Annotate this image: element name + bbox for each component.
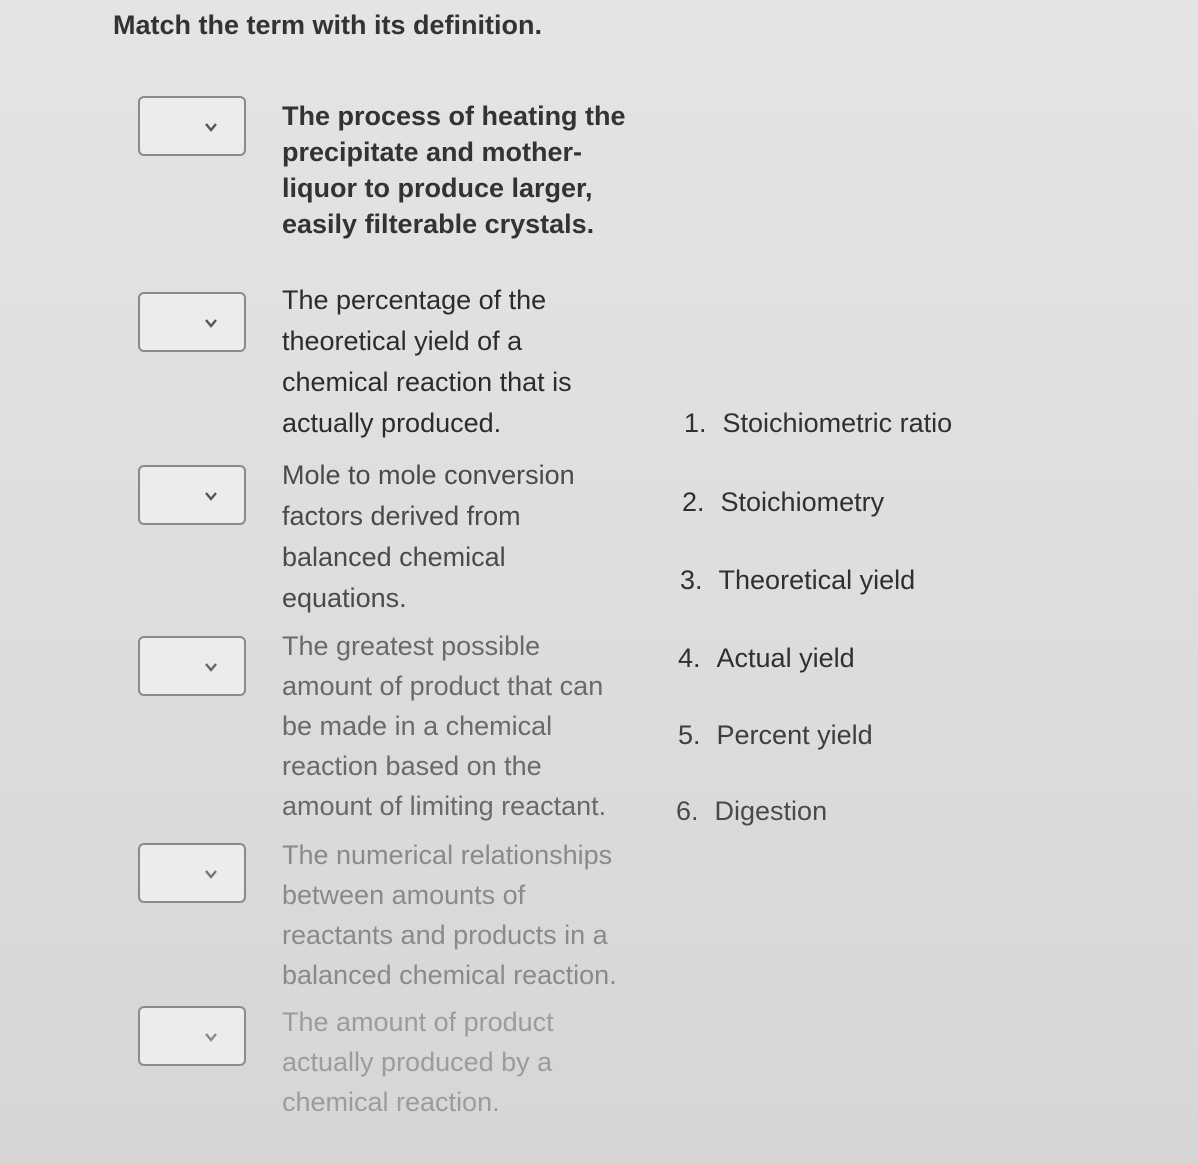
definition-line: actually produced. (282, 408, 502, 438)
definition-line: chemical reaction. (282, 1087, 500, 1117)
definition-line: The amount of product (282, 1007, 554, 1037)
definition-1 (282, 98, 642, 242)
definition-line: equations. (282, 583, 407, 613)
definition-line: reaction based on the (282, 751, 542, 781)
term-number: 1. (684, 408, 707, 438)
term-label: Stoichiometric ratio (722, 408, 953, 438)
term-number: 4. (678, 643, 701, 673)
answer-select-5[interactable] (138, 843, 246, 903)
definition-5 (282, 835, 642, 995)
answer-select-4[interactable] (138, 636, 246, 696)
definition-line: Mole to mole conversion (282, 460, 575, 490)
term-number: 6. (676, 796, 699, 826)
chevron-down-icon (204, 867, 218, 881)
definition-4 (282, 626, 642, 826)
answer-select-3[interactable] (138, 465, 246, 525)
term-number: 5. (678, 720, 701, 750)
chevron-down-icon (204, 489, 218, 503)
term-3 (680, 565, 915, 596)
chevron-down-icon (204, 120, 218, 134)
definition-line: The greatest possible (282, 631, 541, 661)
definition-line: balanced chemical (282, 542, 506, 572)
term-1 (684, 408, 952, 439)
definition-2 (282, 280, 642, 444)
definition-line: factors derived from (282, 501, 521, 531)
term-4 (678, 643, 855, 674)
definition-line: liquor to produce larger, (282, 173, 593, 203)
definition-line: be made in a chemical (282, 711, 553, 741)
term-label: Theoretical yield (718, 565, 916, 595)
definition-line: theoretical yield of a (282, 326, 523, 356)
term-number: 3. (680, 565, 703, 595)
definition-line: between amounts of (282, 880, 526, 910)
definition-line: The percentage of the (282, 285, 547, 315)
chevron-down-icon (204, 1030, 218, 1044)
definition-line: reactants and products in a (282, 920, 608, 950)
question-title: Match the term with its definition. (113, 10, 543, 40)
answer-select-1[interactable] (138, 96, 246, 156)
definition-6 (282, 1002, 642, 1122)
term-2 (682, 487, 884, 518)
term-label: Stoichiometry (720, 487, 885, 517)
term-number: 2. (682, 487, 705, 517)
definition-line: chemical reaction that is (282, 367, 572, 397)
definition-line: amount of limiting reactant. (282, 791, 607, 821)
term-5 (678, 720, 873, 751)
term-label: Actual yield (716, 643, 855, 673)
term-6 (676, 796, 827, 827)
definition-3 (282, 455, 642, 619)
answer-select-2[interactable] (138, 292, 246, 352)
definition-line: The numerical relationships (282, 840, 613, 870)
term-label: Percent yield (716, 720, 873, 750)
definition-line: easily filterable crystals. (282, 209, 595, 239)
definition-line: precipitate and mother- (282, 137, 583, 167)
definition-line: amount of product that can (282, 671, 604, 701)
term-label: Digestion (714, 796, 828, 826)
chevron-down-icon (204, 316, 218, 330)
definition-line: The process of heating the (282, 101, 626, 131)
answer-select-6[interactable] (138, 1006, 246, 1066)
definition-line: actually produced by a (282, 1047, 553, 1077)
definition-line: balanced chemical reaction. (282, 960, 617, 990)
chevron-down-icon (204, 660, 218, 674)
